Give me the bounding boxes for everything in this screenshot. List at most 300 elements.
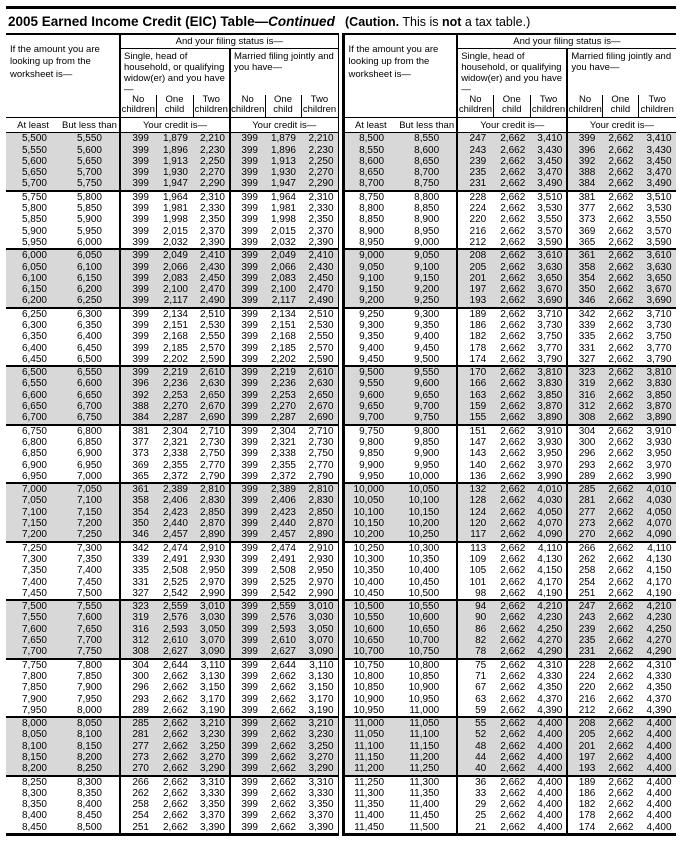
amount-cell: 8,350 xyxy=(76,787,102,799)
credit-cell: 67 xyxy=(457,682,493,693)
credit-cell: 369 xyxy=(567,226,602,237)
amount-cell: 8,350 xyxy=(21,799,47,811)
credit-cell: 399 xyxy=(230,518,265,529)
credit-cell: 48 xyxy=(457,741,493,752)
credit-cell: 399 xyxy=(230,729,265,740)
amount-cell: 6,450 xyxy=(6,354,60,366)
credit-cell: 316 xyxy=(120,624,156,635)
tables-container xyxy=(6,33,676,836)
amount-cell: 8,000 xyxy=(60,705,120,717)
credit-cell: 2,330 xyxy=(199,203,225,215)
credit-cell: 3,810 xyxy=(530,366,567,378)
credit-cell: 2,662 xyxy=(602,588,638,600)
credit-cell: 2,650 xyxy=(301,390,338,401)
credit-cell: 235 xyxy=(567,635,602,646)
amount-cell: 9,650 xyxy=(343,401,397,412)
credit-cell: 3,730 xyxy=(537,320,563,331)
table-row xyxy=(343,320,676,331)
table-row xyxy=(6,156,338,167)
amount-cell: 9,950 xyxy=(343,471,397,483)
credit-cell: 3,930 xyxy=(646,436,672,448)
table-row xyxy=(6,249,338,261)
header-your-credit-married: Your credit is— xyxy=(230,118,338,133)
credit-cell: 2,910 xyxy=(308,542,334,554)
credit-cell: 2,491 xyxy=(270,553,296,565)
amount-cell: 6,500 xyxy=(6,366,60,378)
credit-cell: 3,610 xyxy=(530,249,567,261)
credit-cell: 289 xyxy=(120,705,156,717)
credit-cell: 1,981 xyxy=(270,203,296,215)
amount-cell: 10,550 xyxy=(343,612,397,623)
amount-cell: 5,950 xyxy=(76,225,102,237)
amount-cell: 5,650 xyxy=(60,156,120,167)
credit-cell: 205 xyxy=(567,729,602,740)
credit-cell: 3,470 xyxy=(638,167,675,178)
amount-cell: 9,550 xyxy=(397,366,457,378)
credit-cell: 2,890 xyxy=(301,529,338,541)
credit-cell: 1,998 xyxy=(162,214,188,226)
credit-cell: 2,083 xyxy=(265,273,301,284)
credit-cell: 2,662 xyxy=(602,495,638,506)
credit-cell: 399 xyxy=(120,343,156,354)
credit-cell: 4,250 xyxy=(530,624,567,635)
amount-cell: 6,450 xyxy=(76,342,102,354)
table-row xyxy=(343,226,676,237)
table-row xyxy=(343,554,676,565)
credit-cell: 2,662 xyxy=(493,249,530,261)
credit-cell: 399 xyxy=(230,437,265,448)
credit-cell: 399 xyxy=(230,308,265,320)
credit-cell: 2,662 xyxy=(493,612,530,623)
credit-cell: 105 xyxy=(457,565,493,576)
credit-cell: 399 xyxy=(230,542,265,554)
credit-cell: 2,066 xyxy=(265,262,301,273)
table-row xyxy=(343,624,676,635)
caution-note xyxy=(345,15,530,29)
table-row xyxy=(6,542,338,554)
amount-cell: 6,850 xyxy=(21,448,47,460)
credit-cell: 1,947 xyxy=(265,178,301,190)
credit-cell: 399 xyxy=(120,191,156,203)
amount-cell: 10,600 xyxy=(343,624,397,635)
credit-cell: 2,662 xyxy=(493,390,530,401)
credit-cell: 2,790 xyxy=(301,471,338,483)
credit-cell: 281 xyxy=(120,729,156,740)
credit-cell: 4,400 xyxy=(530,717,567,729)
credit-cell: 228 xyxy=(567,659,602,671)
credit-cell: 4,390 xyxy=(638,705,675,717)
credit-cell: 143 xyxy=(457,448,493,459)
credit-cell: 2,510 xyxy=(308,308,334,320)
credit-cell: 399 xyxy=(120,145,156,156)
credit-cell: 399 xyxy=(230,425,265,437)
credit-cell: 2,890 xyxy=(193,529,230,541)
amount-cell: 11,350 xyxy=(409,787,440,799)
credit-cell: 4,130 xyxy=(646,553,672,565)
header-married-group: Married filing jointly and you have— xyxy=(567,48,675,95)
credit-cell: 3,410 xyxy=(530,133,567,145)
credit-cell: 4,400 xyxy=(530,822,567,835)
credit-cell: 399 xyxy=(230,717,265,729)
credit-cell: 4,400 xyxy=(646,799,672,811)
table-row xyxy=(343,612,676,623)
credit-cell: 2,662 xyxy=(608,693,634,705)
table-row xyxy=(6,624,338,635)
credit-cell: 2,662 xyxy=(493,471,530,483)
credit-cell: 2,100 xyxy=(265,284,301,295)
credit-cell: 2,423 xyxy=(265,507,301,518)
credit-cell: 2,662 xyxy=(602,390,638,401)
credit-cell: 2,644 xyxy=(270,659,296,671)
credit-cell: 3,230 xyxy=(193,729,230,740)
credit-cell: 2,662 xyxy=(602,717,638,729)
amount-cell: 7,600 xyxy=(6,624,60,635)
amount-cell: 7,700 xyxy=(6,646,60,658)
amount-cell: 10,300 xyxy=(408,542,440,554)
table-row xyxy=(6,518,338,529)
credit-cell: 2,662 xyxy=(602,612,638,623)
amount-cell: 9,300 xyxy=(359,320,385,331)
amount-cell: 11,200 xyxy=(397,752,457,763)
credit-cell: 2,850 xyxy=(301,507,338,518)
credit-cell: 2,730 xyxy=(308,436,334,448)
amount-cell: 10,350 xyxy=(408,553,440,565)
credit-cell: 2,202 xyxy=(156,354,193,366)
credit-cell: 2,662 xyxy=(493,483,530,495)
credit-cell: 2,590 xyxy=(301,354,338,366)
credit-cell: 2,662 xyxy=(602,646,638,658)
credit-cell: 399 xyxy=(230,178,265,190)
table-row xyxy=(343,448,676,459)
credit-cell: 273 xyxy=(567,518,602,529)
credit-cell: 3,010 xyxy=(193,600,230,612)
credit-cell: 201 xyxy=(567,741,602,752)
amount-cell: 6,150 xyxy=(6,284,60,295)
credit-cell: 384 xyxy=(120,412,156,424)
credit-cell: 399 xyxy=(230,507,265,518)
table-row xyxy=(6,354,338,366)
credit-cell: 2,253 xyxy=(265,390,301,401)
credit-cell: 4,010 xyxy=(638,483,675,495)
credit-cell: 2,662 xyxy=(270,799,296,811)
credit-cell: 2,083 xyxy=(156,273,193,284)
credit-cell: 399 xyxy=(230,565,265,576)
credit-cell: 3,370 xyxy=(199,810,225,822)
table-row xyxy=(343,133,676,145)
table-row xyxy=(6,320,338,331)
credit-cell: 3,670 xyxy=(530,284,567,295)
credit-cell: 2,662 xyxy=(608,425,634,437)
table-row xyxy=(6,214,338,225)
credit-cell: 2,662 xyxy=(265,705,301,717)
credit-cell: 2,202 xyxy=(265,354,301,366)
credit-cell: 2,662 xyxy=(500,810,526,822)
amount-cell: 10,650 xyxy=(343,635,397,646)
credit-cell: 293 xyxy=(567,460,602,471)
credit-cell: 90 xyxy=(457,612,493,623)
credit-cell: 4,150 xyxy=(646,565,672,577)
credit-cell: 2,491 xyxy=(162,553,188,565)
amount-cell: 11,050 xyxy=(343,729,397,740)
amount-cell: 7,950 xyxy=(76,693,102,705)
credit-cell: 2,810 xyxy=(301,483,338,495)
credit-cell: 2,662 xyxy=(602,635,638,646)
credit-cell: 3,110 xyxy=(309,659,334,671)
credit-cell: 308 xyxy=(120,646,156,658)
amount-cell: 8,500 xyxy=(343,133,397,145)
credit-cell: 2,134 xyxy=(162,308,188,320)
credit-cell: 327 xyxy=(120,588,156,600)
amount-cell: 5,550 xyxy=(60,133,120,145)
amount-cell: 9,100 xyxy=(397,262,457,273)
credit-cell: 2,662 xyxy=(156,741,193,752)
credit-cell: 2,670 xyxy=(193,401,230,412)
credit-cell: 3,950 xyxy=(537,448,563,460)
credit-cell: 3,690 xyxy=(638,295,675,307)
credit-cell: 2,662 xyxy=(602,366,638,378)
amount-cell: 7,300 xyxy=(21,553,47,565)
credit-cell: 3,550 xyxy=(537,214,563,226)
credit-cell: 231 xyxy=(567,646,602,658)
credit-cell: 2,117 xyxy=(156,295,193,307)
credit-cell: 2,662 xyxy=(602,752,638,763)
credit-cell: 2,370 xyxy=(199,225,225,237)
credit-cell: 2,219 xyxy=(156,366,193,378)
amount-cell: 6,300 xyxy=(76,308,102,320)
credit-cell: 266 xyxy=(120,776,156,788)
credit-cell: 2,250 xyxy=(193,156,230,167)
credit-cell: 3,710 xyxy=(537,308,563,320)
amount-cell: 5,750 xyxy=(60,178,120,190)
amount-cell: 9,300 xyxy=(414,308,440,320)
credit-cell: 1,896 xyxy=(156,145,193,156)
table-row xyxy=(6,612,338,623)
credit-cell: 2,610 xyxy=(265,635,301,646)
credit-cell: 2,730 xyxy=(199,436,225,448)
credit-cell: 2,423 xyxy=(156,507,193,518)
credit-cell: 3,990 xyxy=(638,471,675,483)
credit-cell: 2,662 xyxy=(493,495,530,506)
credit-cell: 2,542 xyxy=(265,588,301,600)
credit-cell: 3,550 xyxy=(646,214,672,226)
credit-cell: 365 xyxy=(567,237,602,249)
amount-cell: 10,750 xyxy=(353,659,385,671)
amount-cell: 6,800 xyxy=(21,436,47,448)
credit-cell: 2,185 xyxy=(270,342,296,354)
credit-cell: 3,170 xyxy=(199,693,225,705)
credit-cell: 2,662 xyxy=(500,425,526,437)
amount-cell: 10,800 xyxy=(408,659,440,671)
credit-cell: 40 xyxy=(457,763,493,775)
amount-cell: 9,750 xyxy=(397,412,457,424)
credit-cell: 2,930 xyxy=(199,553,225,565)
credit-cell: 2,559 xyxy=(265,600,301,612)
credit-cell: 2,662 xyxy=(602,133,638,145)
table-row xyxy=(343,343,676,354)
credit-cell: 120 xyxy=(457,518,493,529)
credit-cell: 2,550 xyxy=(308,331,334,343)
credit-cell: 201 xyxy=(457,273,493,284)
credit-cell: 2,508 xyxy=(162,565,188,577)
credit-cell: 3,690 xyxy=(530,295,567,307)
credit-cell: 399 xyxy=(230,752,265,763)
credit-cell: 3,030 xyxy=(301,612,338,623)
credit-cell: 399 xyxy=(230,471,265,483)
amount-cell: 7,350 xyxy=(76,553,102,565)
credit-cell: 2,750 xyxy=(308,448,334,460)
table-row xyxy=(6,203,338,214)
credit-cell: 2,662 xyxy=(500,225,526,237)
credit-cell: 2,304 xyxy=(162,425,188,437)
credit-cell: 3,210 xyxy=(193,717,230,729)
credit-cell: 3,470 xyxy=(530,167,567,178)
amount-cell: 10,600 xyxy=(397,612,457,623)
credit-cell: 2,662 xyxy=(500,576,526,588)
credit-cell: 2,662 xyxy=(493,729,530,740)
table-row xyxy=(6,600,338,612)
credit-cell: 2,690 xyxy=(301,412,338,424)
amount-cell: 8,200 xyxy=(60,752,120,763)
credit-cell: 2,570 xyxy=(199,342,225,354)
credit-cell: 2,662 xyxy=(500,459,526,471)
amount-cell: 8,800 xyxy=(414,191,440,203)
credit-cell: 2,290 xyxy=(193,178,230,190)
credit-cell: 3,510 xyxy=(646,191,672,203)
credit-cell: 2,550 xyxy=(199,331,225,343)
credit-cell: 2,662 xyxy=(493,763,530,775)
credit-cell: 1,964 xyxy=(162,191,188,203)
credit-cell: 2,662 xyxy=(270,682,296,694)
credit-cell: 281 xyxy=(567,495,602,506)
amount-cell: 6,100 xyxy=(6,273,60,284)
header-single-no-children: No children xyxy=(457,95,493,117)
credit-cell: 3,650 xyxy=(530,273,567,284)
table-row xyxy=(6,378,338,389)
amount-cell: 7,200 xyxy=(60,518,120,529)
amount-cell: 9,450 xyxy=(343,354,397,366)
amount-cell: 10,150 xyxy=(343,518,397,529)
credit-cell: 3,570 xyxy=(646,225,672,237)
table-row xyxy=(6,507,338,518)
credit-cell: 2,830 xyxy=(193,495,230,506)
credit-cell: 2,662 xyxy=(162,670,188,682)
table-row xyxy=(343,752,676,763)
credit-cell: 52 xyxy=(457,729,493,740)
amount-cell: 6,650 xyxy=(60,390,120,401)
credit-cell: 4,330 xyxy=(537,670,563,682)
credit-cell: 2,066 xyxy=(156,262,193,273)
credit-cell: 2,389 xyxy=(156,483,193,495)
credit-cell: 2,662 xyxy=(608,342,634,354)
credit-cell: 2,662 xyxy=(162,682,188,694)
credit-cell: 75 xyxy=(457,659,493,671)
table-row xyxy=(6,763,338,775)
amount-cell: 10,000 xyxy=(397,471,457,483)
table-row xyxy=(343,249,676,261)
credit-cell: 2,662 xyxy=(602,295,638,307)
amount-cell: 11,100 xyxy=(343,741,397,752)
eic-table-right xyxy=(342,33,676,836)
table-row xyxy=(6,565,338,576)
credit-cell: 186 xyxy=(457,320,493,331)
credit-cell: 2,542 xyxy=(156,588,193,600)
amount-cell: 11,000 xyxy=(397,705,457,717)
credit-cell: 2,662 xyxy=(500,542,526,554)
credit-cell: 396 xyxy=(120,378,156,389)
credit-cell: 4,110 xyxy=(538,542,563,554)
amount-cell: 9,100 xyxy=(343,273,397,284)
amount-cell: 7,250 xyxy=(21,542,47,554)
credit-cell: 4,400 xyxy=(638,752,675,763)
amount-cell: 9,700 xyxy=(343,412,397,424)
header-filing-status: And your filing status is— xyxy=(457,34,675,48)
table-row xyxy=(343,378,676,389)
credit-cell: 2,662 xyxy=(602,262,638,273)
credit-cell: 399 xyxy=(120,214,156,225)
credit-cell: 285 xyxy=(567,483,602,495)
amount-cell: 10,150 xyxy=(397,507,457,518)
table-row xyxy=(6,577,338,588)
credit-cell: 2,662 xyxy=(602,156,638,167)
credit-cell: 3,430 xyxy=(638,145,675,156)
credit-cell: 159 xyxy=(457,401,493,412)
credit-cell: 4,190 xyxy=(530,588,567,600)
credit-cell: 2,662 xyxy=(500,659,526,671)
credit-cell: 377 xyxy=(567,203,602,214)
credit-cell: 2,662 xyxy=(608,682,634,694)
credit-cell: 350 xyxy=(120,518,156,529)
amount-cell: 10,500 xyxy=(343,600,397,612)
credit-cell: 3,430 xyxy=(530,145,567,156)
table-row xyxy=(6,741,338,752)
amount-cell: 9,150 xyxy=(343,284,397,295)
credit-cell: 399 xyxy=(230,156,265,167)
table-row xyxy=(6,284,338,295)
credit-cell: 2,950 xyxy=(199,565,225,577)
credit-cell: 3,310 xyxy=(308,776,334,788)
header-married-two-children: Two children xyxy=(301,95,338,117)
credit-cell: 2,662 xyxy=(608,203,634,215)
amount-cell: 9,750 xyxy=(359,425,385,437)
credit-cell: 2,662 xyxy=(156,752,193,763)
credit-cell: 3,090 xyxy=(301,646,338,658)
eic-table-left xyxy=(6,33,339,836)
credit-cell: 3,650 xyxy=(638,273,675,284)
credit-cell: 2,662 xyxy=(270,787,296,799)
credit-cell: 342 xyxy=(120,542,156,554)
credit-cell: 4,050 xyxy=(530,507,567,518)
amount-cell: 5,500 xyxy=(6,133,60,145)
header-single-two-children: Two children xyxy=(193,95,230,117)
credit-cell: 2,662 xyxy=(500,436,526,448)
credit-cell: 128 xyxy=(457,495,493,506)
table-row xyxy=(6,460,338,471)
credit-cell: 399 xyxy=(230,483,265,495)
table-row xyxy=(343,366,676,378)
credit-cell: 2,662 xyxy=(493,752,530,763)
amount-cell: 7,150 xyxy=(6,518,60,529)
credit-cell: 399 xyxy=(120,320,156,331)
credit-cell: 2,662 xyxy=(493,295,530,307)
page-title xyxy=(8,14,345,29)
credit-cell: 4,010 xyxy=(530,483,567,495)
amount-cell: 7,500 xyxy=(6,600,60,612)
credit-cell: 2,662 xyxy=(602,412,638,424)
credit-cell: 1,913 xyxy=(265,156,301,167)
amount-cell: 5,700 xyxy=(60,167,120,178)
amount-cell: 10,500 xyxy=(397,588,457,600)
amount-cell: 7,600 xyxy=(60,612,120,623)
